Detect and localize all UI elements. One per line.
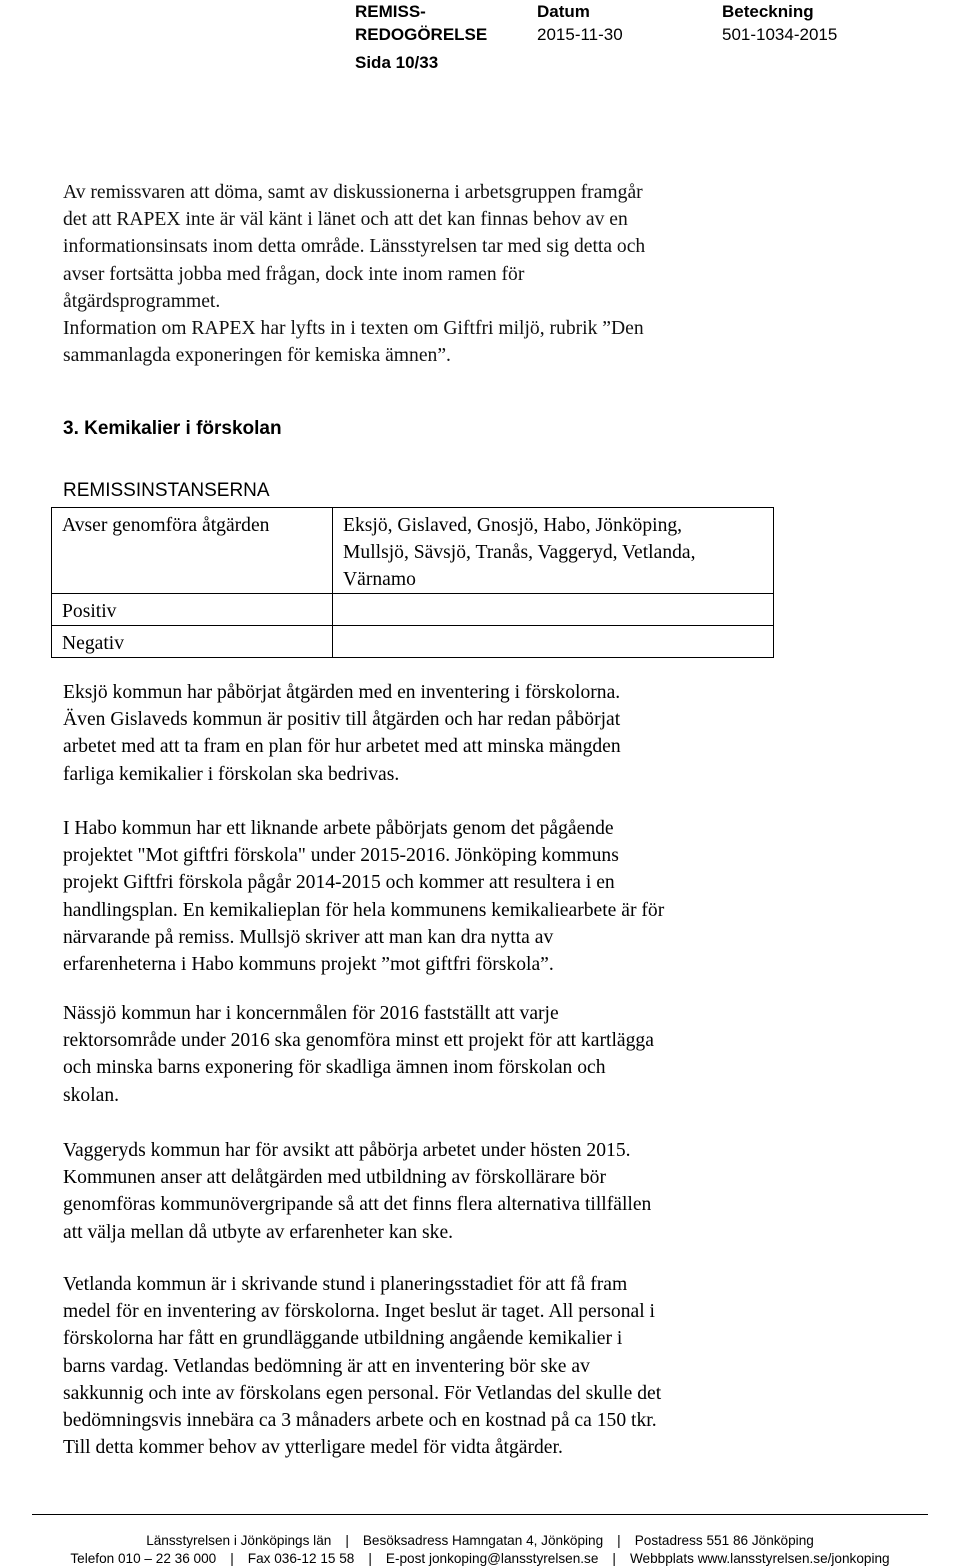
text-line: rektorsområde under 2016 ska genomföra minst ett projekt för att kartlägga	[63, 1030, 654, 1052]
text-line: att välja mellan då utbyte av erfarenheter kan ske.	[63, 1221, 454, 1243]
text-line: åtgärdsprogrammet.	[63, 290, 221, 312]
table-cell-value	[333, 508, 774, 594]
text-line: Information om RAPEX har lyfts in i texten om Giftfri miljö, rubrik ”Den	[63, 318, 644, 340]
table-row	[52, 626, 774, 658]
table-cell-value	[333, 594, 774, 626]
table-row	[52, 508, 774, 594]
paragraph-nassjo	[63, 1000, 783, 1109]
text-line: sakkunnig och inte av förskolans egen personal. För Vetlandas del skulle det	[63, 1382, 662, 1404]
footer-separator: |	[617, 1533, 621, 1548]
footer-line-2	[0, 1550, 960, 1568]
footer-fax: Fax 036-12 15 58	[247, 1551, 355, 1566]
reference-block	[722, 0, 837, 46]
footer-visit-address: Besöksadress Hamngatan 4, Jönköping	[362, 1533, 604, 1548]
table-row	[52, 594, 774, 626]
text-line: Kommunen anser att delåtgärden med utbildning av förskollärare bör	[63, 1167, 607, 1189]
row-label: Positiv	[62, 601, 117, 622]
text-line: Även Gislaveds kommun är positiv till åtgärden och har redan påbörjat	[63, 709, 621, 731]
text-line: och minska barns exponering för skadliga ämnen inom förskolan och	[63, 1057, 606, 1079]
date-block	[537, 0, 623, 46]
page-number: Sida 10/33	[355, 53, 439, 72]
text-line: Värnamo	[343, 569, 416, 590]
footer-separator: |	[368, 1551, 372, 1566]
reference-value: 501-1034-2015	[722, 25, 838, 44]
text-line: Eksjö kommun har påbörjat åtgärden med en inventering i förskolorna.	[63, 682, 621, 703]
section-heading: 3. Kemikalier i förskolan	[63, 418, 282, 439]
row-label: Negativ	[62, 633, 125, 654]
text-line: bedömningsvis innebära ca 3 månaders arbete och en kostnad på ca 150 tkr.	[63, 1410, 657, 1432]
doc-type-line2: REDOGÖRELSE	[355, 25, 488, 44]
row-value	[333, 626, 773, 630]
text-line: informationsinsats inom detta område. Länsstyrelsen tar med sig detta och	[63, 236, 646, 258]
text-line: barns vardag. Vetlandas bedömning är att en inventering bör ske av	[63, 1355, 590, 1377]
reference-label: Beteckning	[722, 2, 814, 21]
text-line: projekt Giftfri förskola pågår 2014-2015 och kommer att resultera i en	[63, 872, 615, 894]
date-value: 2015-11-30	[537, 25, 623, 44]
text-line: Nässjö kommun har i koncernmålen för 2016 fastställt att varje	[63, 1003, 559, 1024]
text-line: närvarande på remiss. Mullsjö skriver att man kan dra nytta av	[63, 926, 554, 948]
table-cell-label	[52, 594, 333, 626]
paragraph-eksjo-gislaved	[63, 679, 783, 788]
date-label: Datum	[537, 2, 590, 21]
footer-divider	[32, 1514, 928, 1515]
text-line: arbetet med att ta fram en plan för hur arbetet med att minska mängden	[63, 736, 621, 758]
municipality-list	[333, 508, 773, 593]
row-value	[333, 594, 773, 598]
doc-type-line1: REMISS-	[355, 2, 426, 21]
section-label: REMISSINSTANSERNA	[63, 480, 270, 501]
text-line: det att RAPEX inte är väl känt i länet och att det kan finnas behov av en	[63, 209, 628, 231]
intro-paragraph	[63, 179, 783, 369]
footer-email-link[interactable]: E-post jonkoping@lansstyrelsen.se	[385, 1551, 599, 1566]
doc-type	[355, 0, 487, 46]
footer-org: Länsstyrelsen i Jönköpings län	[146, 1533, 332, 1548]
row-label: Avser genomföra åtgärden	[62, 515, 270, 536]
paragraph-vetlanda	[63, 1271, 783, 1461]
footer-separator: |	[230, 1551, 234, 1566]
footer-phone: Telefon 010 – 22 36 000	[70, 1551, 217, 1566]
paragraph-habo-jonkoping	[63, 815, 783, 978]
table-cell-label	[52, 508, 333, 594]
footer-line-1	[0, 1532, 960, 1550]
text-line: Vetlanda kommun är i skrivande stund i planeringsstadiet för att få fram	[63, 1274, 628, 1295]
response-table	[51, 507, 774, 658]
footer-separator: |	[612, 1551, 616, 1566]
footer-postal-address: Postadress 551 86 Jönköping	[634, 1533, 814, 1548]
text-line: Eksjö, Gislaved, Gnosjö, Habo, Jönköping,	[343, 515, 683, 536]
text-line: avser fortsätta jobba med frågan, dock inte inom ramen för	[63, 263, 525, 285]
text-line: handlingsplan. En kemikalieplan för hela kommunens kemikaliearbete är för	[63, 899, 665, 921]
text-line: Till detta kommer behov av ytterligare medel för vidta åtgärder.	[63, 1437, 563, 1459]
text-line: sammanlagda exponeringen för kemiska ämnen”.	[63, 345, 451, 367]
text-line: medel för en inventering av förskolorna. Inget beslut är taget. All personal i	[63, 1301, 655, 1323]
text-line: skolan.	[63, 1084, 120, 1106]
text-line: erfarenheterna i Habo kommuns projekt ”mot giftfri förskola”.	[63, 954, 554, 976]
text-line: Mullsjö, Sävsjö, Tranås, Vaggeryd, Vetlanda,	[343, 542, 696, 563]
table-cell-label	[52, 626, 333, 658]
text-line: genomföras kommunövergripande så att det finns flera alternativa tillfällen	[63, 1194, 652, 1216]
footer-separator: |	[345, 1533, 349, 1548]
paragraph-vaggeryd	[63, 1137, 783, 1246]
text-line: Av remissvaren att döma, samt av diskussionerna i arbetsgruppen framgår	[63, 182, 643, 203]
text-line: förskolorna har fått en grundläggande utbildning angående kemikalier i	[63, 1328, 623, 1350]
table-cell-value	[333, 626, 774, 658]
text-line: Vaggeryds kommun har för avsikt att påbörja arbetet under hösten 2015.	[63, 1140, 631, 1161]
text-line: projektet "Mot giftfri förskola" under 2015-2016. Jönköping kommuns	[63, 845, 619, 867]
text-line: I Habo kommun har ett liknande arbete påbörjats genom det pågående	[63, 818, 614, 839]
document-header	[0, 0, 960, 80]
footer-website-link[interactable]: Webbplats www.lansstyrelsen.se/jonkoping	[629, 1551, 890, 1566]
text-line: farliga kemikalier i förskolan ska bedrivas.	[63, 763, 400, 785]
